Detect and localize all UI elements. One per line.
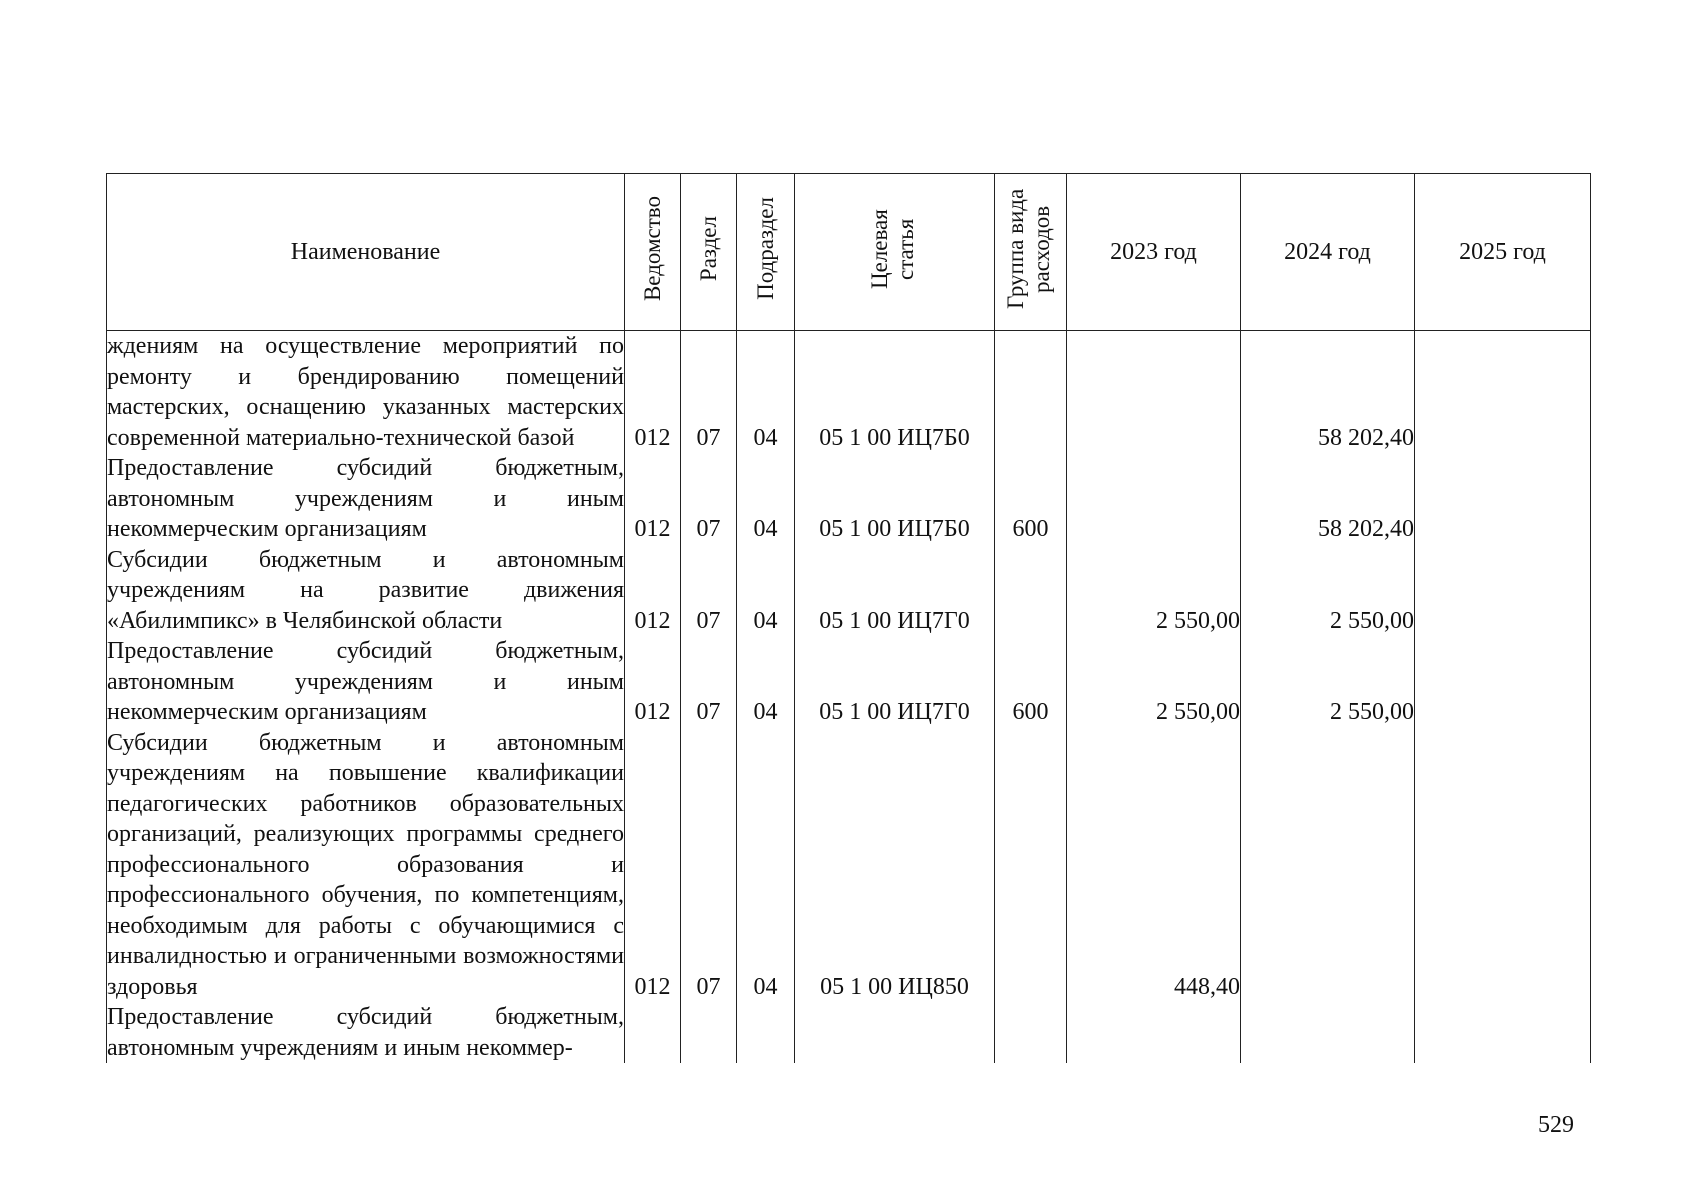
table-row (107, 728, 1591, 1003)
row-vedomstvo: 012 (625, 453, 681, 545)
row-gruppa: 600 (995, 636, 1067, 728)
row-amount-2023: 2 550,00 (1067, 636, 1241, 728)
row-podrazdel: 04 (737, 545, 795, 637)
header-2025: 2025 год (1415, 174, 1591, 331)
row-podrazdel: 04 (737, 728, 795, 1003)
table-row (107, 636, 1591, 728)
table-header-row (107, 174, 1591, 331)
header-name: Наименование (107, 174, 625, 331)
page-number: 529 (1538, 1112, 1574, 1138)
row-vedomstvo (625, 1002, 681, 1063)
row-celevaya-statya: 05 1 00 ИЦ7Г0 (795, 636, 995, 728)
row-amount-2024: 2 550,00 (1241, 545, 1415, 637)
row-celevaya-statya: 05 1 00 ИЦ7Г0 (795, 545, 995, 637)
row-razdel: 07 (681, 636, 737, 728)
header-2024: 2024 год (1241, 174, 1415, 331)
row-vedomstvo: 012 (625, 545, 681, 637)
header-2023: 2023 год (1067, 174, 1241, 331)
row-amount-2025 (1415, 1002, 1591, 1063)
row-amount-2024: 58 202,40 (1241, 331, 1415, 454)
budget-table (106, 173, 1591, 1063)
table-row (107, 1002, 1591, 1063)
row-vedomstvo: 012 (625, 728, 681, 1003)
row-amount-2024: 58 202,40 (1241, 453, 1415, 545)
row-name: Предоставление субсидий бюджетным, автономным учреждениям и иным некоммерческим организациям (107, 636, 625, 728)
row-amount-2025 (1415, 331, 1591, 454)
header-celevaya-statya: Целевая статья (795, 174, 995, 331)
row-amount-2024 (1241, 728, 1415, 1003)
row-vedomstvo: 012 (625, 636, 681, 728)
row-razdel: 07 (681, 728, 737, 1003)
row-razdel: 07 (681, 331, 737, 454)
row-gruppa (995, 1002, 1067, 1063)
header-razdel: Раздел (681, 174, 737, 331)
row-celevaya-statya (795, 1002, 995, 1063)
row-podrazdel: 04 (737, 636, 795, 728)
row-razdel: 07 (681, 545, 737, 637)
row-celevaya-statya: 05 1 00 ИЦ850 (795, 728, 995, 1003)
table-row (107, 453, 1591, 545)
row-name: ждениям на осуществление мероприятий по ремонту и брендированию помещений мастерских, оснащению указанных мастерских современной материально-технической базой (107, 331, 625, 454)
row-amount-2025 (1415, 545, 1591, 637)
row-razdel (681, 1002, 737, 1063)
row-amount-2025 (1415, 636, 1591, 728)
row-celevaya-statya: 05 1 00 ИЦ7Б0 (795, 453, 995, 545)
row-amount-2025 (1415, 453, 1591, 545)
row-gruppa: 600 (995, 453, 1067, 545)
table-row (107, 545, 1591, 637)
row-gruppa (995, 728, 1067, 1003)
table-row (107, 331, 1591, 454)
header-vedomstvo: Ведомство (625, 174, 681, 331)
row-celevaya-statya: 05 1 00 ИЦ7Б0 (795, 331, 995, 454)
row-amount-2023 (1067, 331, 1241, 454)
row-vedomstvo: 012 (625, 331, 681, 454)
row-amount-2023: 448,40 (1067, 728, 1241, 1003)
row-podrazdel (737, 1002, 795, 1063)
row-razdel: 07 (681, 453, 737, 545)
row-amount-2024 (1241, 1002, 1415, 1063)
row-name: Предоставление субсидий бюджетным, автономным учреждениям и иным некоммерческим организациям (107, 453, 625, 545)
row-amount-2023 (1067, 453, 1241, 545)
row-gruppa (995, 331, 1067, 454)
row-podrazdel: 04 (737, 453, 795, 545)
row-amount-2023: 2 550,00 (1067, 545, 1241, 637)
row-amount-2024: 2 550,00 (1241, 636, 1415, 728)
header-podrazdel: Подраздел (737, 174, 795, 331)
row-name: Субсидии бюджетным и автономным учреждениям на развитие движения «Абилимпикс» в Челябинской области (107, 545, 625, 637)
header-gruppa-vida-rashodov: Группа вида расходов (995, 174, 1067, 331)
row-gruppa (995, 545, 1067, 637)
row-amount-2025 (1415, 728, 1591, 1003)
row-podrazdel: 04 (737, 331, 795, 454)
row-name: Предоставление субсидий бюджетным, автономным учреждениям и иным некоммер- (107, 1002, 625, 1063)
row-amount-2023 (1067, 1002, 1241, 1063)
row-name: Субсидии бюджетным и автономным учреждениям на повышение квалификации педагогических работников образовательных организаций, реализующих программы среднего профессионального образования и профессионального обучения, по компетенциям, необходимым для работы с обучающимися с инвалидностью и ограниченными возможностями здоровья (107, 728, 625, 1003)
